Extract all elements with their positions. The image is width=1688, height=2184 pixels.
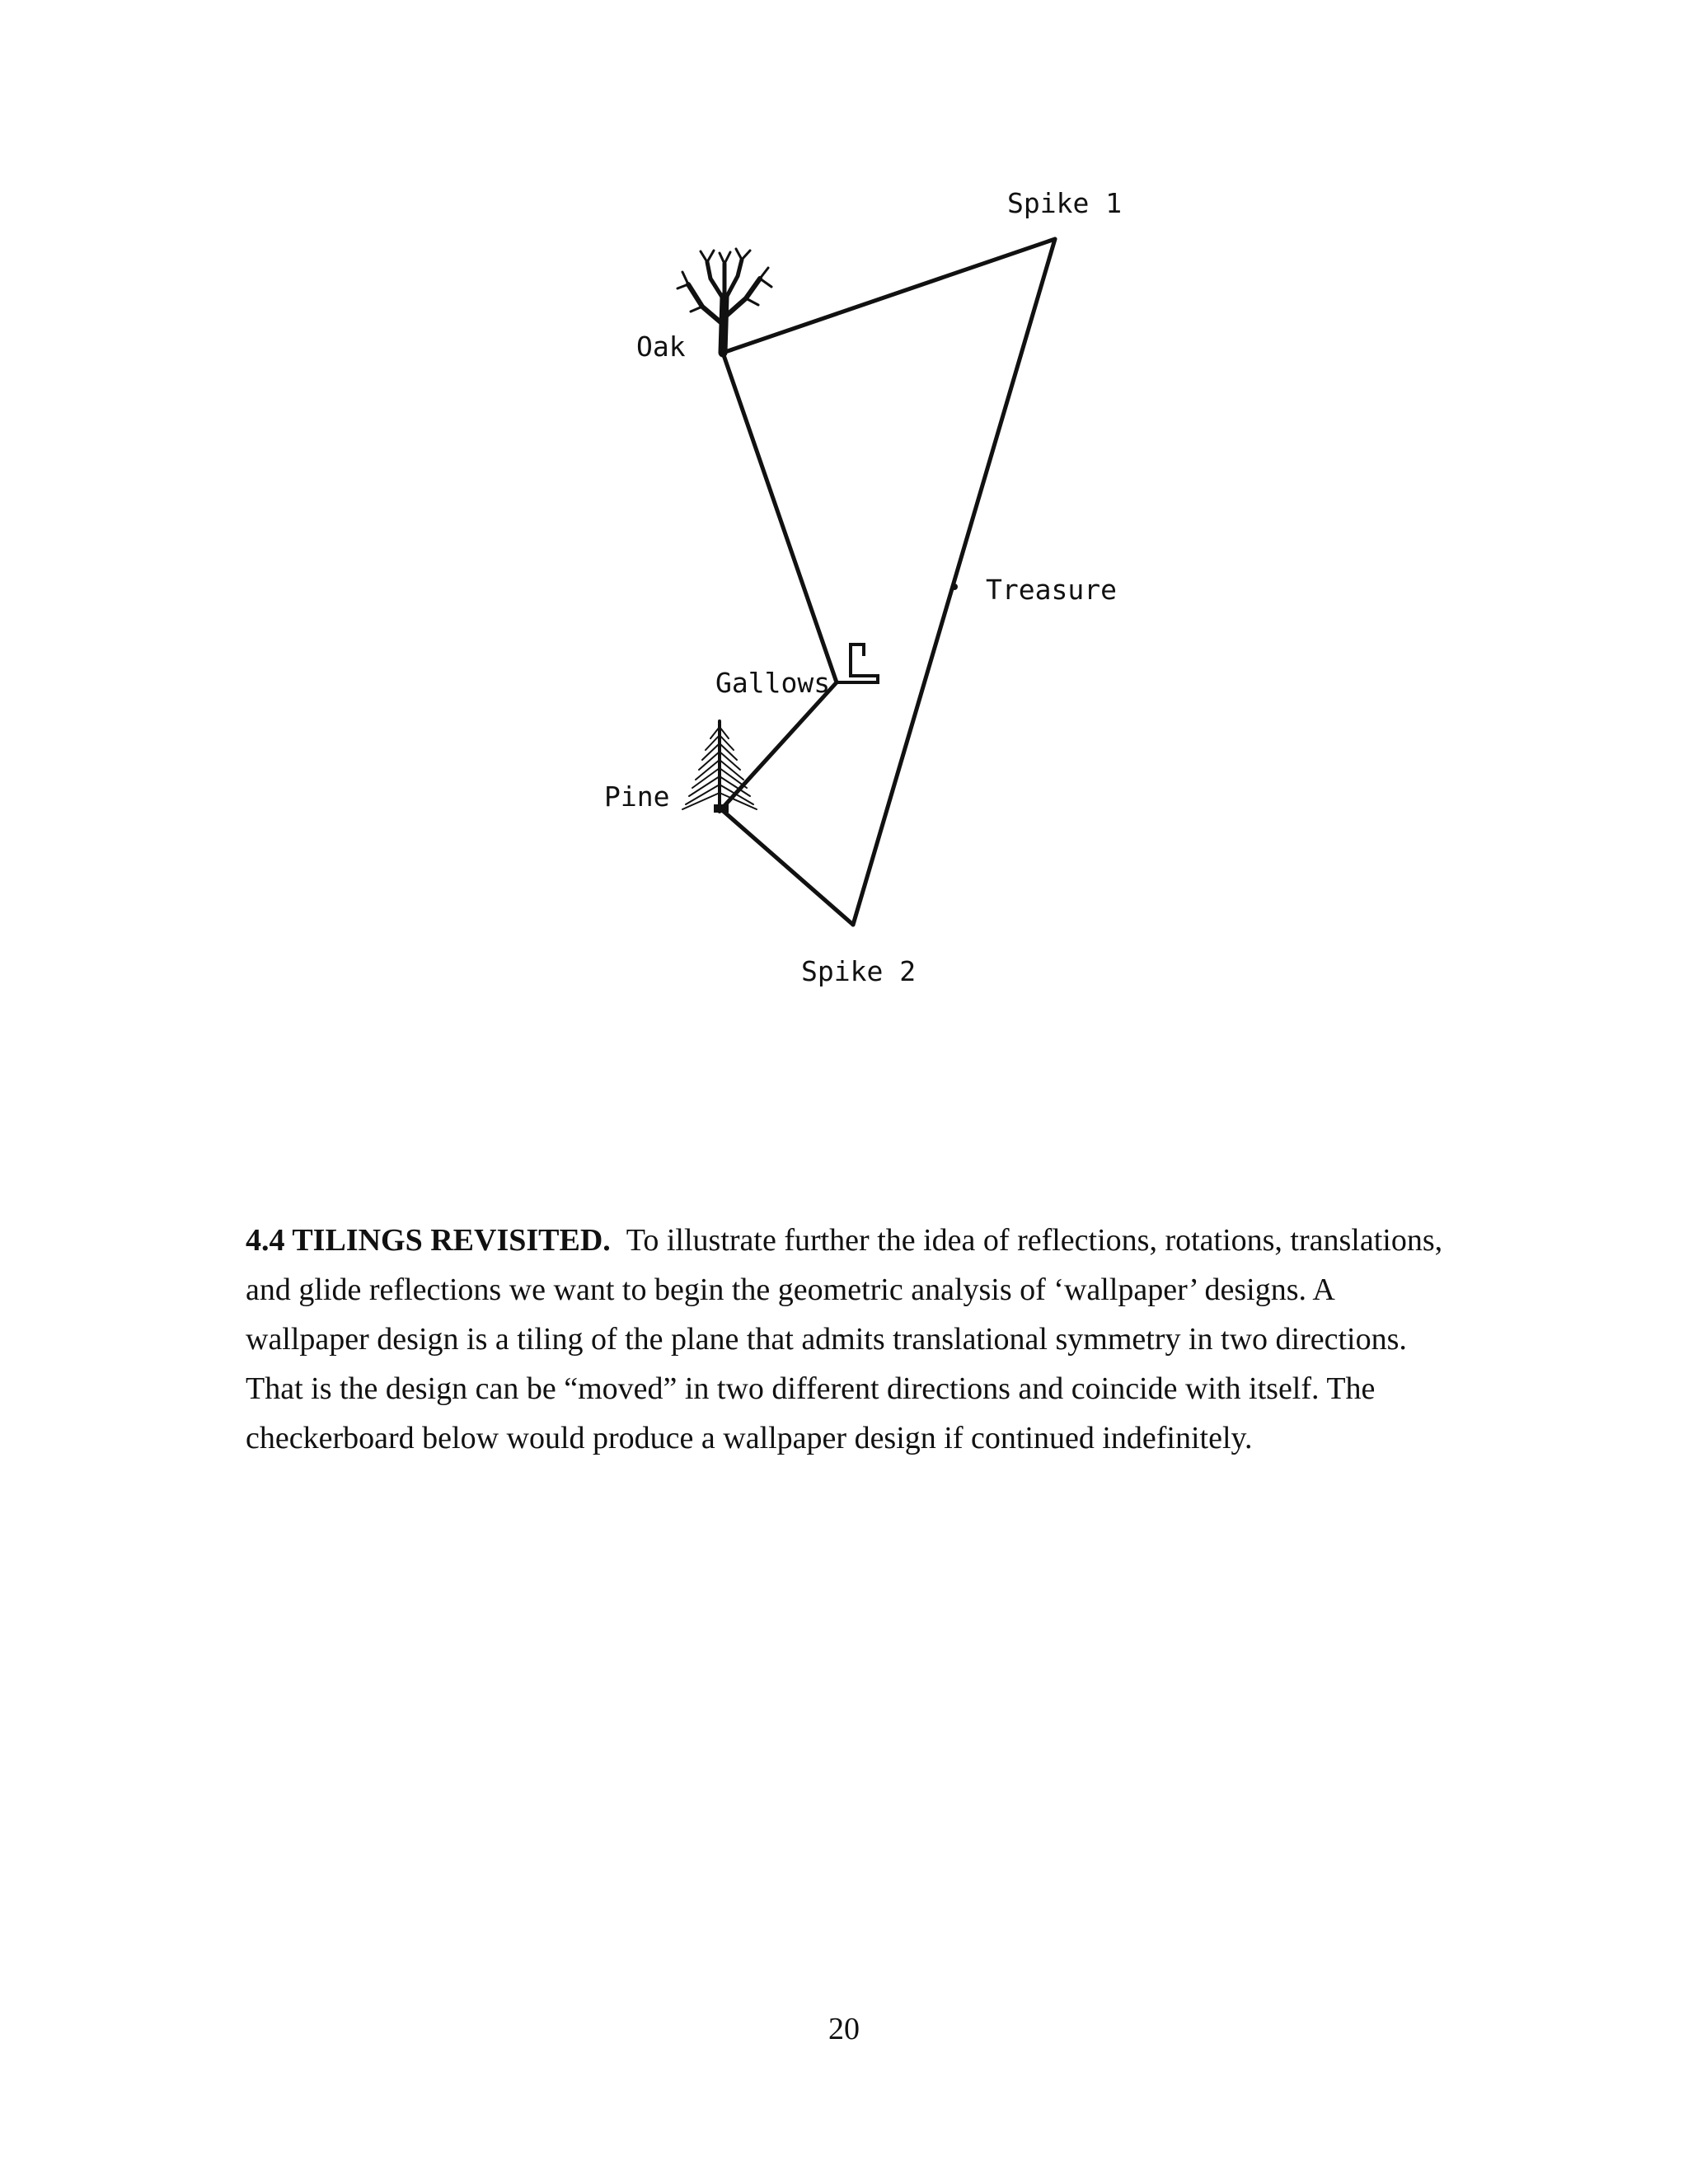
label-gallows: Gallows <box>715 667 831 699</box>
line-gallows-pine <box>721 682 837 809</box>
section-body: To illustrate further the idea of reflections, rotations, translations, and glide reflections we want to begin the geometric analysis of ‘wallpaper’ designs. A wallpaper design is a tiling of the plane that admits translational symmetry in two directions. That is the design can be “moved” in two different directions and coincide with itself. The checkerboard below would produce a wallpaper design if continued indefinitely. <box>246 1223 1443 1455</box>
section-tilings-revisited <box>246 1216 1449 1463</box>
label-spike2: Spike 2 <box>801 955 917 987</box>
treasure-map-figure <box>0 0 1688 1071</box>
line-pine-spike2 <box>721 809 853 925</box>
label-treasure: Treasure <box>986 574 1117 606</box>
gallows-icon <box>835 644 878 682</box>
pine-tree-icon <box>682 721 757 813</box>
label-spike1: Spike 1 <box>1007 187 1123 219</box>
section-heading: 4.4 TILINGS REVISITED. <box>246 1223 611 1258</box>
line-oak-gallows <box>723 353 837 682</box>
page-number: 20 <box>828 2012 860 2046</box>
label-pine: Pine <box>604 780 670 813</box>
oak-tree-icon <box>678 249 771 353</box>
treasure-marker <box>951 583 958 590</box>
label-oak: Oak <box>636 330 686 363</box>
line-oak-spike1 <box>723 239 1055 353</box>
